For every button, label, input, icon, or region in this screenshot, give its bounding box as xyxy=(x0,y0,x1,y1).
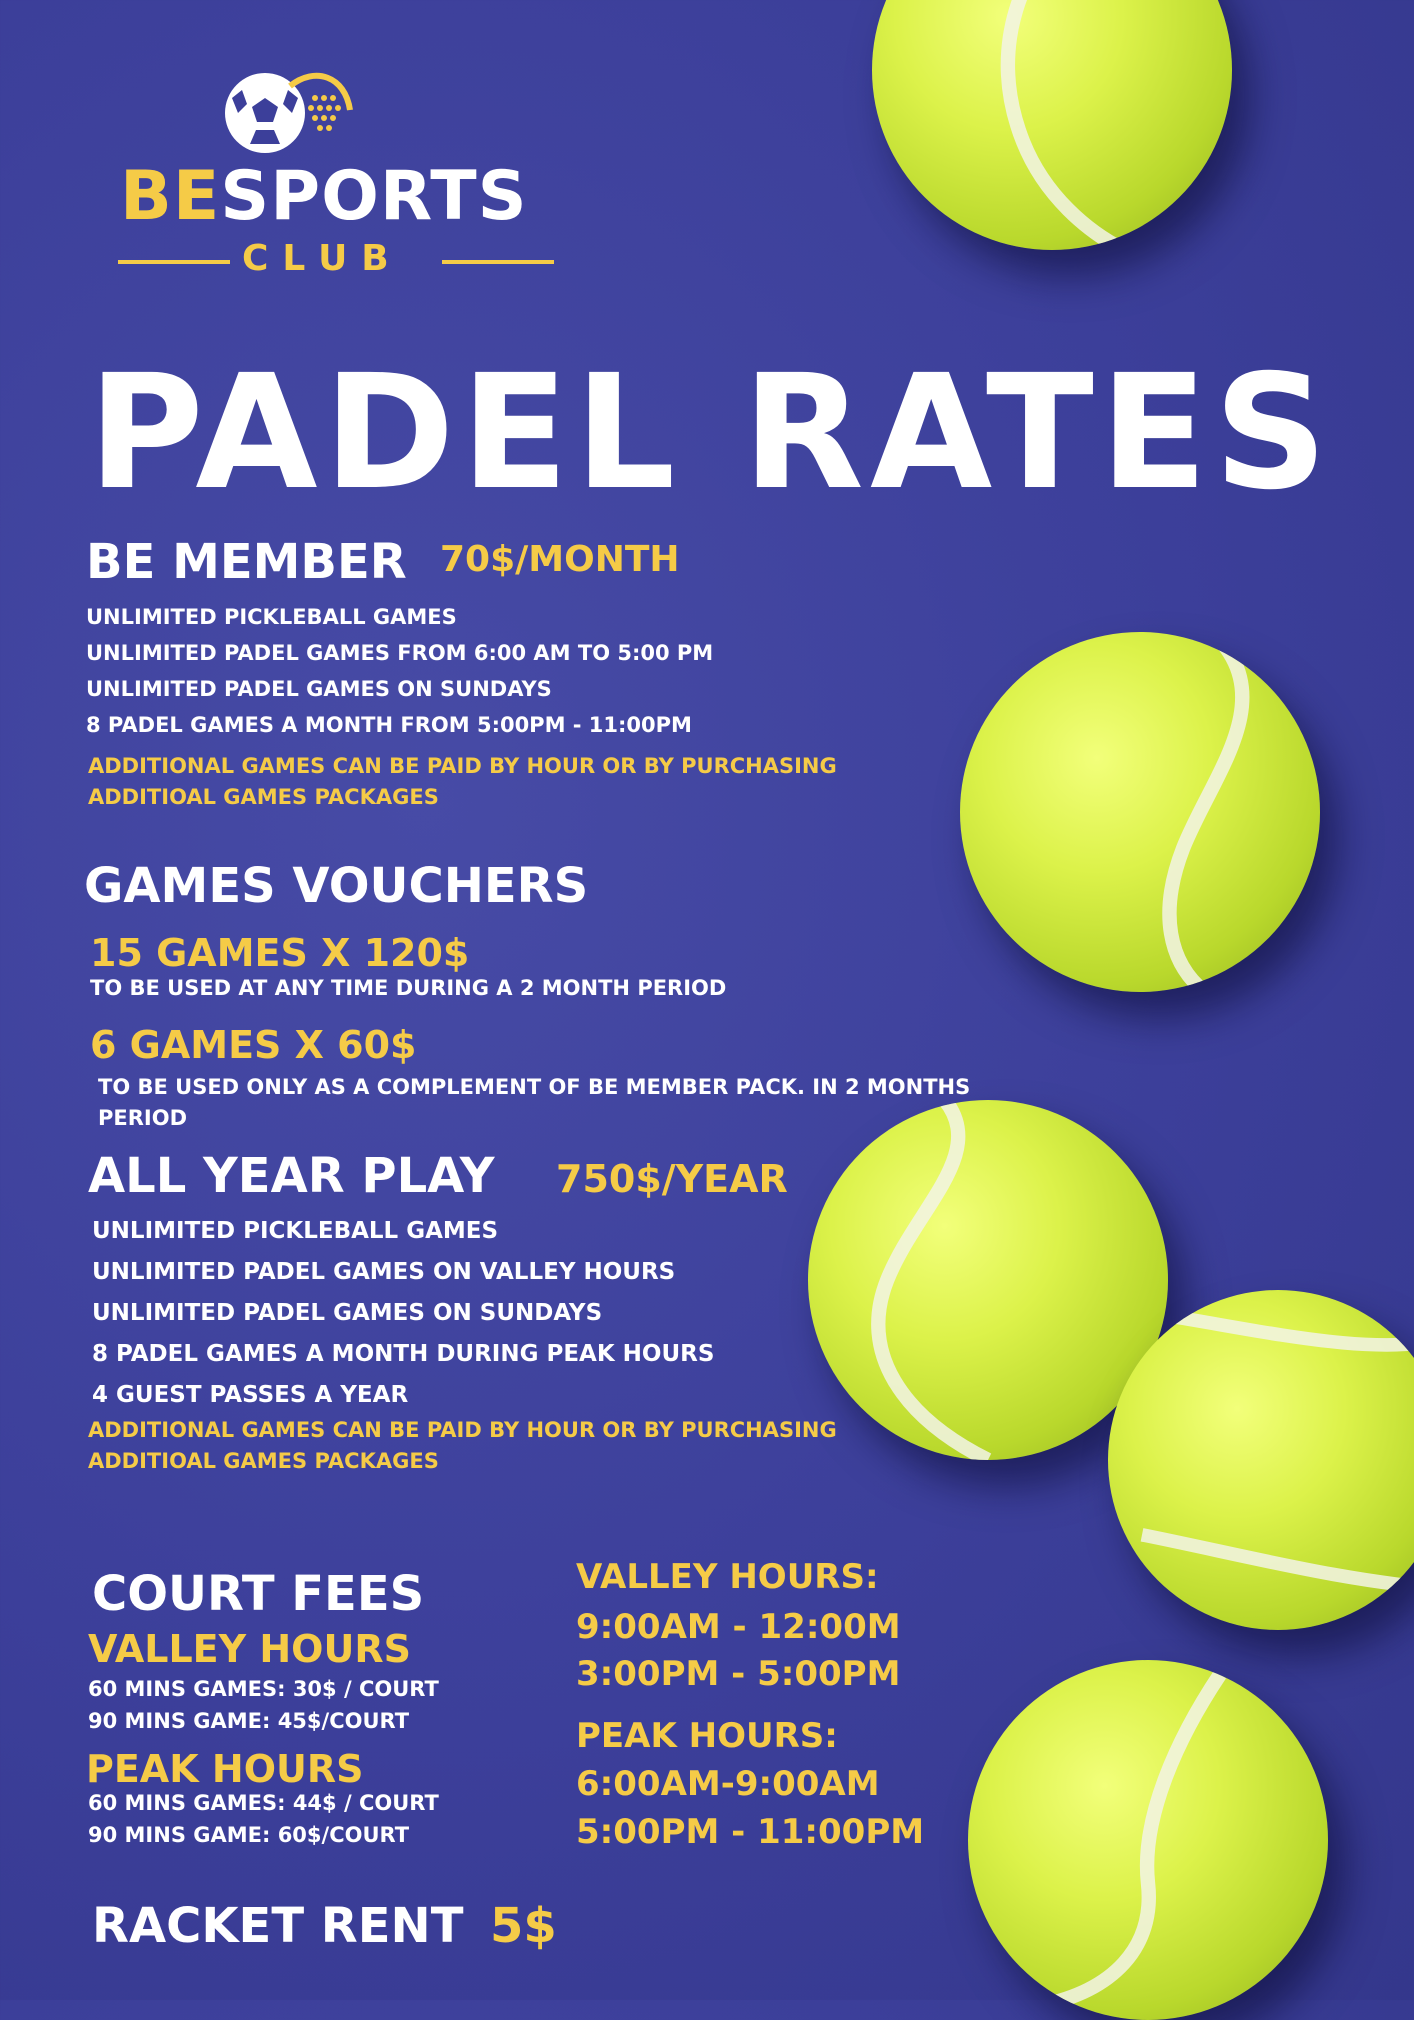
brand-line-right xyxy=(442,260,554,264)
page-title: PADEL RATES xyxy=(88,341,1334,525)
all-year-item: 4 GUEST PASSES A YEAR xyxy=(92,1382,409,1408)
all-year-item: 8 PADEL GAMES A MONTH DURING PEAK HOURS xyxy=(92,1341,715,1367)
all-year-item: UNLIMITED PADEL GAMES ON VALLEY HOURS xyxy=(92,1259,676,1285)
racket-rent-label: RACKET RENT xyxy=(92,1898,464,1954)
all-year-price: 750$/YEAR xyxy=(556,1157,788,1201)
valley-hours-heading: VALLEY HOURS: xyxy=(576,1557,879,1597)
peak-hours-heading: PEAK HOURS: xyxy=(576,1716,838,1756)
valley-hours-range: 9:00AM - 12:00M xyxy=(576,1607,901,1647)
racket-rent-price: 5$ xyxy=(490,1898,557,1954)
all-year-heading: ALL YEAR PLAY xyxy=(88,1148,495,1204)
be-member-price: 70$/MONTH xyxy=(440,539,680,580)
be-member-note: ADDITIONAL GAMES CAN BE PAID BY HOUR OR BY PURCHASING ADDITIOAL GAMES PACKAGES xyxy=(88,754,837,809)
be-member-item: 8 PADEL GAMES A MONTH FROM 5:00PM - 11:00PM xyxy=(86,713,692,737)
brand-name-be: BE xyxy=(120,157,221,236)
tennis-ball-2 xyxy=(960,632,1320,992)
brand-name-sports: SPORTS xyxy=(220,157,528,236)
all-year-note: ADDITIONAL GAMES CAN BE PAID BY HOUR OR BY PURCHASING ADDITIOAL GAMES PACKAGES xyxy=(88,1418,837,1473)
tennis-ball-4 xyxy=(1108,1290,1414,1630)
brand-line-left xyxy=(118,260,230,264)
peak-hours-range: 6:00AM-9:00AM xyxy=(576,1764,880,1804)
logo-emblem-icon xyxy=(220,58,355,158)
vouchers-heading: GAMES VOUCHERS xyxy=(84,858,589,914)
be-member-item: UNLIMITED PADEL GAMES ON SUNDAYS xyxy=(86,677,552,701)
peak-fee-line: 90 MINS GAME: 60$/COURT xyxy=(88,1823,410,1847)
valley-fee-line: 90 MINS GAME: 45$/COURT xyxy=(88,1709,410,1733)
brand-sub: CLUB xyxy=(242,238,403,279)
be-member-item: UNLIMITED PICKLEBALL GAMES xyxy=(86,605,457,629)
all-year-item: UNLIMITED PADEL GAMES ON SUNDAYS xyxy=(92,1300,603,1326)
peak-hours-range: 5:00PM - 11:00PM xyxy=(576,1812,925,1852)
peak-fees-heading: PEAK HOURS xyxy=(86,1747,364,1791)
voucher-desc: TO BE USED AT ANY TIME DURING A 2 MONTH PERIOD xyxy=(90,976,727,1000)
valley-fee-line: 60 MINS GAMES: 30$ / COURT xyxy=(88,1677,439,1701)
brand-name xyxy=(120,157,528,236)
voucher-title: 6 GAMES X 60$ xyxy=(90,1023,417,1067)
brand-logo xyxy=(112,58,572,288)
voucher-desc: TO BE USED ONLY AS A COMPLEMENT OF BE MEMBER PACK. IN 2 MONTHS PERIOD xyxy=(98,1075,971,1130)
voucher-title: 15 GAMES X 120$ xyxy=(90,931,470,975)
peak-fee-line: 60 MINS GAMES: 44$ / COURT xyxy=(88,1791,439,1815)
valley-fees-heading: VALLEY HOURS xyxy=(88,1627,411,1671)
valley-hours-range: 3:00PM - 5:00PM xyxy=(576,1654,901,1694)
all-year-item: UNLIMITED PICKLEBALL GAMES xyxy=(92,1218,499,1244)
be-member-heading: BE MEMBER xyxy=(86,534,407,590)
tennis-ball-1 xyxy=(872,0,1232,250)
tennis-ball-5 xyxy=(968,1660,1328,2020)
be-member-item: UNLIMITED PADEL GAMES FROM 6:00 AM TO 5:00 PM xyxy=(86,641,714,665)
court-fees-heading: COURT FEES xyxy=(92,1566,425,1622)
